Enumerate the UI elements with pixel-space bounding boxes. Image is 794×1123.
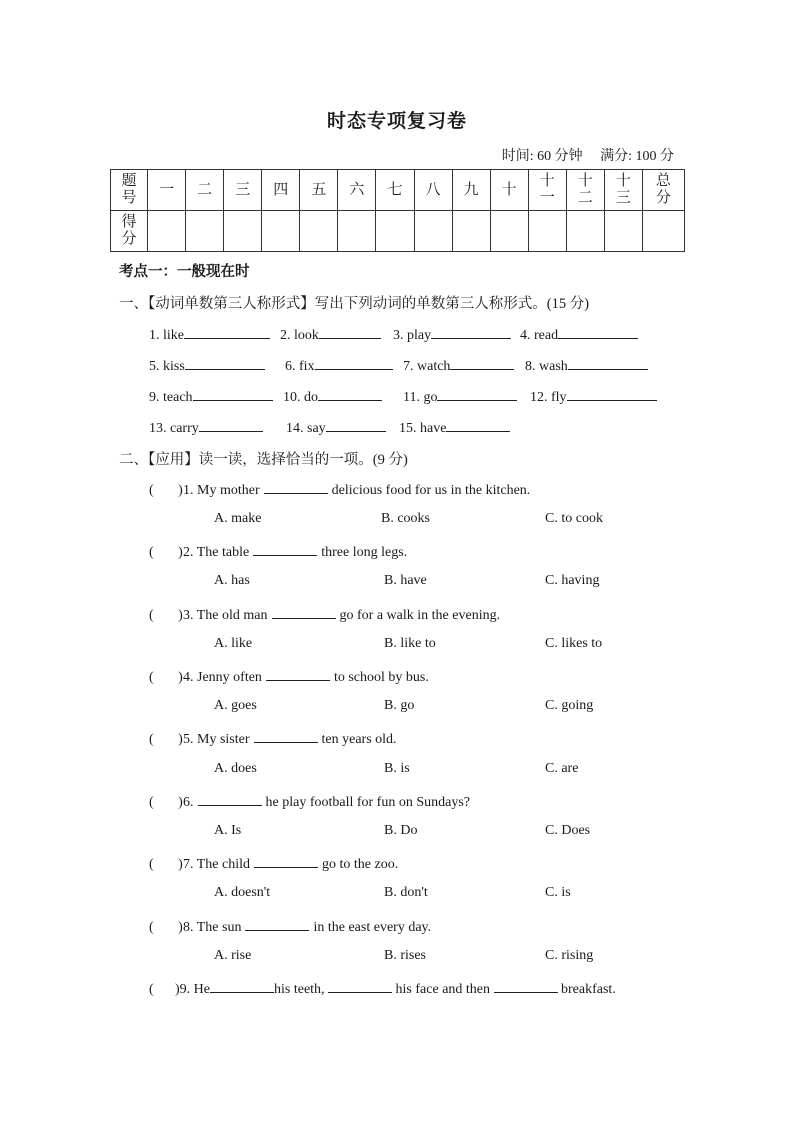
answer-blank[interactable] — [254, 729, 318, 743]
score-cell[interactable] — [148, 211, 186, 252]
page-title: 时态专项复习卷 — [326, 111, 467, 132]
score-cell[interactable] — [300, 211, 338, 252]
answer-paren[interactable]: ( ) — [149, 795, 183, 810]
answer-blank[interactable] — [326, 417, 386, 432]
answer-blank[interactable] — [431, 324, 511, 339]
col-header-total: 总 分 — [642, 170, 684, 211]
col-header: 十 — [490, 170, 528, 211]
mc-question: ( )8. The sun in the east every day. — [149, 917, 431, 936]
answer-paren[interactable]: ( ) — [149, 670, 183, 685]
fill-item: 7. watch — [403, 355, 514, 375]
col-header: 九 — [452, 170, 490, 211]
score-cell[interactable] — [490, 211, 528, 252]
option-a[interactable]: A. make — [214, 511, 262, 526]
answer-paren[interactable]: ( ) — [149, 857, 183, 872]
mc-question: ( )5. My sister ten years old. — [149, 729, 397, 748]
fill-item: 1. like — [149, 324, 270, 344]
option-b[interactable]: B. like to — [384, 636, 436, 651]
col-header: 三 — [224, 170, 262, 211]
mc-question: ( )6. he play football for fun on Sundays? — [149, 792, 470, 811]
score-cell[interactable] — [452, 211, 490, 252]
option-a[interactable]: A. rise — [214, 948, 252, 963]
score-cell[interactable] — [224, 211, 262, 252]
option-a[interactable]: A. doesn't — [214, 885, 271, 900]
col-header: 十 一 — [528, 170, 566, 211]
col-header: 六 — [338, 170, 376, 211]
col-header: 四 — [262, 170, 300, 211]
answer-blank[interactable] — [567, 386, 657, 401]
option-b[interactable]: B. have — [384, 573, 427, 588]
mc-question: ( )7. The child go to the zoo. — [149, 854, 398, 873]
answer-blank[interactable] — [446, 417, 510, 432]
answer-blank[interactable] — [254, 854, 318, 868]
fill-item: 9. teach — [149, 386, 273, 406]
col-header: 二 — [186, 170, 224, 211]
answer-blank[interactable] — [185, 355, 265, 370]
section2-heading: 二、【应用】读一读，选择恰当的一项。(9 分) — [119, 452, 408, 468]
option-a[interactable]: A. has — [214, 573, 250, 588]
answer-blank[interactable] — [210, 979, 274, 993]
answer-blank[interactable] — [245, 917, 309, 931]
fill-item: 11. go — [403, 386, 517, 406]
answer-blank[interactable] — [494, 979, 558, 993]
option-b[interactable]: B. cooks — [381, 511, 430, 526]
option-c[interactable]: C. likes to — [545, 636, 603, 651]
col-header: 十 二 — [566, 170, 604, 211]
answer-paren[interactable]: ( ) — [149, 483, 183, 498]
option-c[interactable]: C. to cook — [545, 511, 603, 526]
answer-blank[interactable] — [264, 480, 328, 494]
option-b[interactable]: B. is — [384, 761, 410, 776]
mc-question: ( )3. The old man go for a walk in the evening. — [149, 605, 500, 624]
answer-blank[interactable] — [328, 979, 392, 993]
answer-paren[interactable]: ( — [149, 982, 168, 997]
answer-blank[interactable] — [199, 417, 263, 432]
score-cell[interactable] — [566, 211, 604, 252]
option-c[interactable]: C. are — [545, 761, 579, 776]
option-a[interactable]: A. like — [214, 636, 253, 651]
fill-item: 10. do — [283, 386, 382, 406]
fill-item: 4. read — [520, 324, 638, 344]
fill-item: 13. carry — [149, 417, 263, 437]
option-c[interactable]: C. Does — [545, 823, 591, 838]
fill-item: 14. say — [286, 417, 386, 437]
fill-item: 15. have — [399, 417, 510, 437]
section1-heading: 一、【动词单数第三人称形式】写出下列动词的单数第三人称形式。(15 分) — [119, 296, 590, 312]
mc-question: ( )2. The table three long legs. — [149, 542, 407, 561]
mc-question: ( )1. My mother delicious food for us in the kitchen. — [149, 480, 530, 499]
answer-paren[interactable]: ( ) — [149, 608, 183, 623]
score-table-header-row — [111, 170, 685, 211]
answer-blank[interactable] — [450, 355, 514, 370]
option-b[interactable]: B. don't — [384, 885, 428, 900]
answer-paren[interactable]: ( ) — [149, 545, 183, 560]
col-header: 一 — [148, 170, 186, 211]
option-c[interactable]: C. is — [545, 885, 571, 900]
option-b[interactable]: B. go — [384, 698, 415, 713]
answer-blank[interactable] — [198, 792, 262, 806]
option-a[interactable]: A. Is — [214, 823, 242, 838]
score-cell[interactable] — [528, 211, 566, 252]
answer-paren[interactable]: ( ) — [149, 920, 183, 935]
answer-blank[interactable] — [318, 386, 382, 401]
answer-blank[interactable] — [437, 386, 517, 401]
answer-blank[interactable] — [266, 667, 330, 681]
fill-item: 3. play — [393, 324, 511, 344]
answer-blank[interactable] — [272, 605, 336, 619]
score-cell[interactable] — [414, 211, 452, 252]
answer-paren[interactable]: ( ) — [149, 732, 183, 747]
answer-blank[interactable] — [193, 386, 273, 401]
score-cell[interactable] — [262, 211, 300, 252]
col-header: 八 — [414, 170, 452, 211]
option-c[interactable]: C. going — [545, 698, 594, 713]
option-a[interactable]: A. does — [214, 761, 257, 776]
score-cell-total[interactable] — [642, 211, 684, 252]
score-cell[interactable] — [338, 211, 376, 252]
fill-item: 12. fly — [530, 386, 657, 406]
answer-blank[interactable] — [568, 355, 648, 370]
fill-item: 5. kiss — [149, 355, 265, 375]
option-c[interactable]: C. having — [545, 573, 600, 588]
answer-blank[interactable] — [315, 355, 393, 370]
score-cell[interactable] — [604, 211, 642, 252]
fill-item: 8. wash — [525, 355, 648, 375]
score-cell[interactable] — [376, 211, 414, 252]
col-header: 十 三 — [604, 170, 642, 211]
answer-blank[interactable] — [184, 324, 270, 339]
row-label-score: 得 分 — [111, 211, 148, 252]
full-score: 满分: 100 分 — [600, 149, 674, 164]
answer-blank[interactable] — [319, 324, 381, 339]
option-b[interactable]: B. Do — [384, 823, 418, 838]
score-table — [110, 169, 685, 252]
option-c[interactable]: C. rising — [545, 948, 594, 963]
score-cell[interactable] — [186, 211, 224, 252]
mc-question-9: ( )9. He his teeth, his face and then breakfast. — [149, 979, 616, 998]
time-limit: 时间: 60 分钟 — [501, 149, 583, 164]
option-b[interactable]: B. rises — [384, 948, 426, 963]
score-table-score-row — [111, 211, 685, 252]
col-header: 五 — [300, 170, 338, 211]
fill-item: 2. look — [280, 324, 381, 344]
option-a[interactable]: A. goes — [214, 698, 257, 713]
exam-meta — [488, 145, 674, 165]
mc-question: ( )4. Jenny often to school by bus. — [149, 667, 429, 686]
row-label-question-number: 题 号 — [111, 170, 148, 211]
answer-blank[interactable] — [558, 324, 638, 339]
col-header: 七 — [376, 170, 414, 211]
answer-blank[interactable] — [253, 542, 317, 556]
fill-item: 6. fix — [285, 355, 393, 375]
topic-heading: 考点一：一般现在时 — [119, 264, 250, 280]
